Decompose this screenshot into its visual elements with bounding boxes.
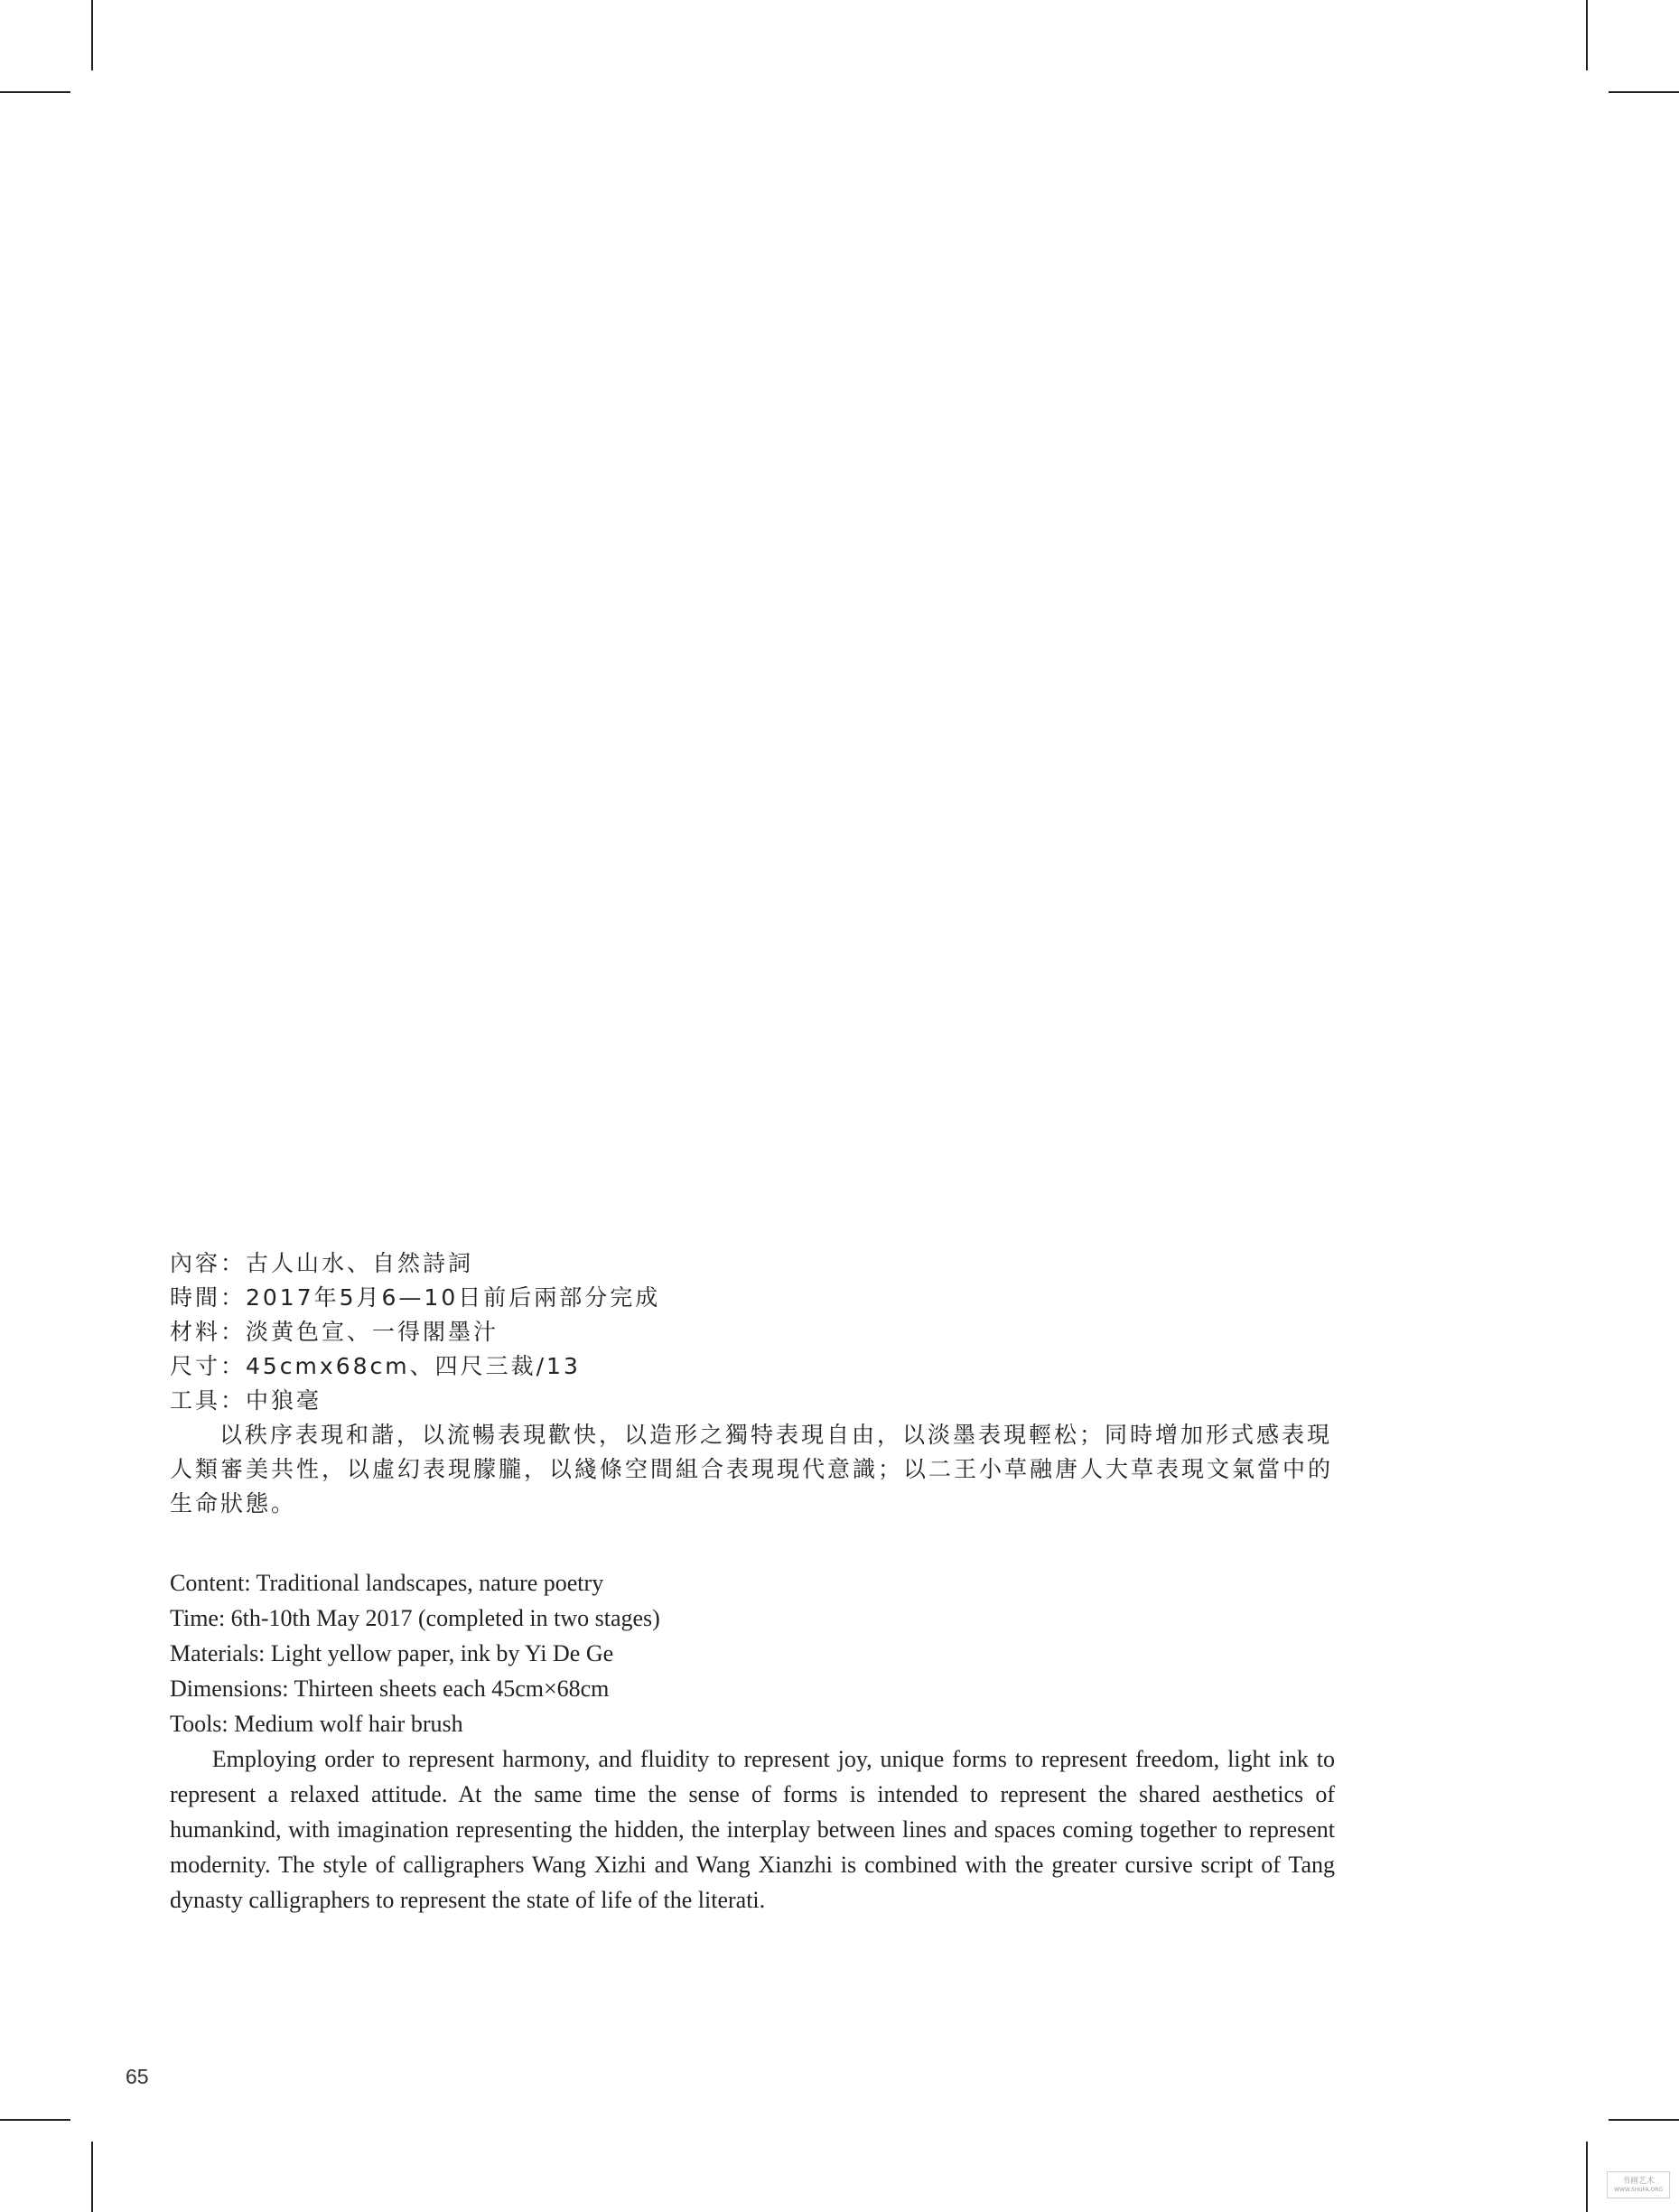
zh-time-line: 時間：2017年5月6—10日前后兩部分完成 bbox=[170, 1284, 661, 1311]
english-caption bbox=[170, 1565, 1335, 1918]
zh-dimensions-line: 尺寸：45cmx68cm、四尺三裁/13 bbox=[170, 1353, 581, 1379]
en-time-line: Time: 6th-10th May 2017 (completed in two stages) bbox=[170, 1605, 660, 1631]
crop-mark-top-left-vertical bbox=[91, 0, 93, 70]
crop-mark-bottom-right-horizontal bbox=[1609, 2119, 1679, 2121]
crop-mark-bottom-left-vertical bbox=[91, 2142, 93, 2212]
watermark-url: WWW.SHUFA.ORG bbox=[1613, 2186, 1664, 2193]
en-content-line: Content: Traditional landscapes, nature poetry bbox=[170, 1570, 604, 1596]
crop-mark-top-left-horizontal bbox=[0, 91, 70, 93]
crop-mark-top-right-horizontal bbox=[1609, 91, 1679, 93]
zh-materials-line: 材料：淡黄色宣、一得閣墨汁 bbox=[170, 1319, 499, 1345]
page-number: 65 bbox=[126, 2065, 149, 2088]
en-tools-line: Tools: Medium wolf hair brush bbox=[170, 1711, 463, 1737]
zh-tools-line: 工具：中狼毫 bbox=[170, 1387, 322, 1414]
crop-mark-bottom-left-horizontal bbox=[0, 2119, 70, 2121]
zh-content-line: 內容：古人山水、自然詩詞 bbox=[170, 1250, 474, 1276]
watermark-text: 书画艺术 bbox=[1621, 2176, 1655, 2186]
crop-mark-top-right-vertical bbox=[1586, 0, 1588, 70]
en-description-paragraph: Employing order to represent harmony, and fluidity to represent joy, unique forms to represent freedom, light ink to represent a relaxed attitude. At the same time the sense of forms is intended to represent the shared aesthetics of humankind, with imagination representing the hidden, the interplay between lines and spaces coming together to represent modernity. The style of calligraphers Wang Xizhi and Wang Xianzhi is combined with the greater cursive script of Tang dynasty calligraphers to represent the state of life of the literati. bbox=[170, 1746, 1335, 1913]
en-materials-line: Materials: Light yellow paper, ink by Yi De Ge bbox=[170, 1640, 614, 1666]
zh-description-paragraph: 以秩序表現和諧，以流暢表現歡快，以造形之獨特表現自由，以淡墨表現輕松；同時增加形式感表現人類審美共性，以虛幻表現朦朧，以綫條空間組合表現現代意識；以二王小草融唐人大草表現文氣當中的生命狀態。 bbox=[170, 1422, 1334, 1517]
watermark-stamp bbox=[1607, 2171, 1670, 2198]
en-dimensions-line: Dimensions: Thirteen sheets each 45cm×68cm bbox=[170, 1675, 610, 1702]
chinese-caption bbox=[170, 1246, 1335, 1521]
crop-mark-bottom-right-vertical bbox=[1586, 2142, 1588, 2212]
